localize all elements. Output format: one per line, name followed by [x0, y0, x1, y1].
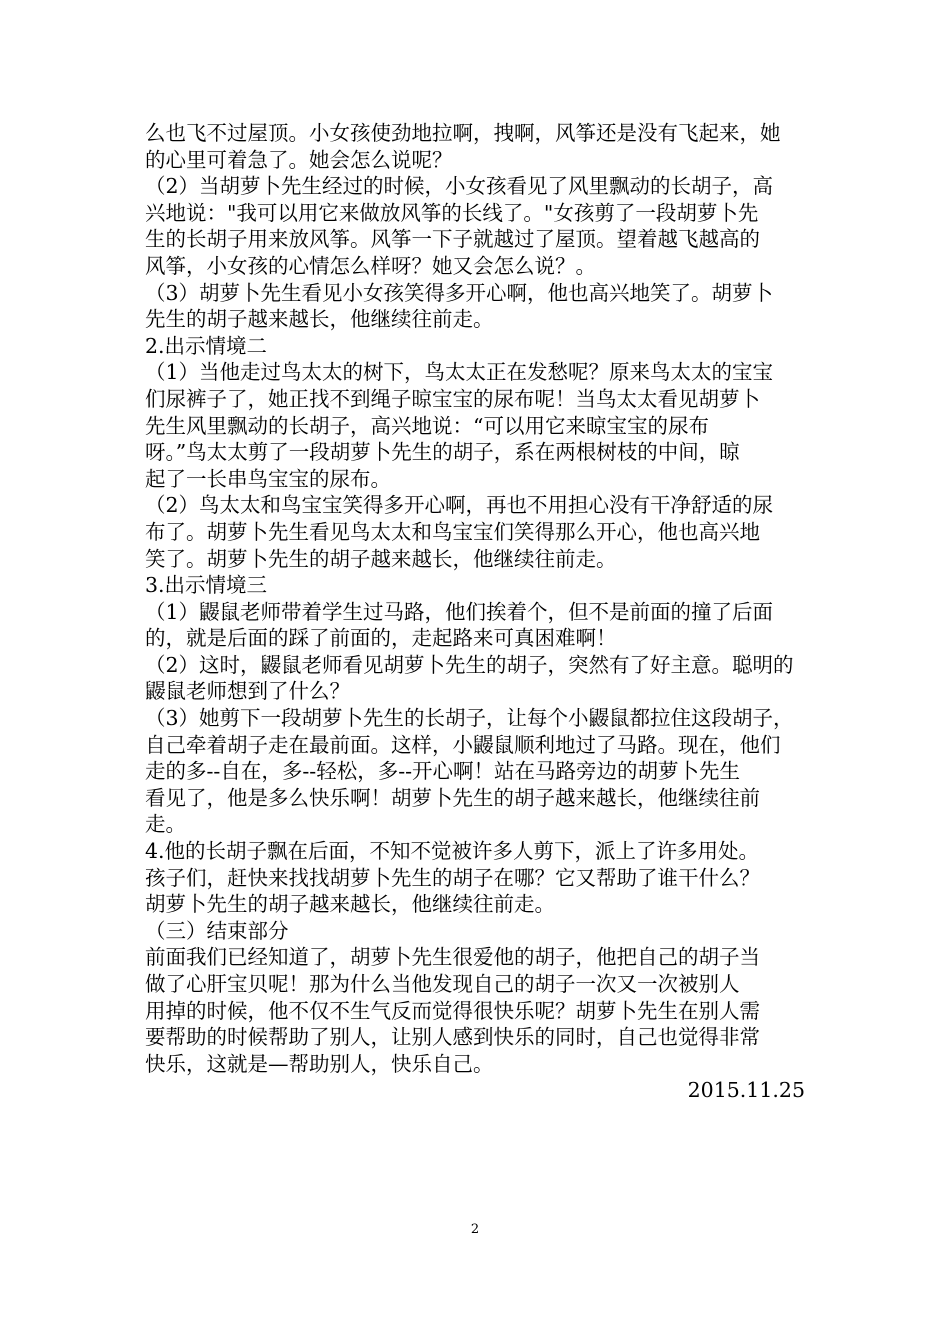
text-line: 自己牵着胡子走在最前面。这样，小鼹鼠顺利地过了马路。现在，他们 [145, 732, 781, 757]
text-line: 布了。胡萝卜先生看见鸟太太和鸟宝宝们笑得那么开心，他也高兴地 [145, 519, 760, 544]
text-line: 孩子们，赶快来找找胡萝卜先生的胡子在哪？它又帮助了谁干什么？ [145, 865, 760, 890]
text-line: 鼹鼠老师想到了什么？ [145, 679, 350, 704]
text-line: 兴地说："我可以用它来做放风筝的长线了。"女孩剪了一段胡萝卜先 [145, 200, 759, 225]
text-line: （2）当胡萝卜先生经过的时候，小女孩看见了风里飘动的长胡子，高 [145, 174, 774, 199]
text-line: 起了一长串鸟宝宝的尿布。 [145, 466, 391, 491]
text-line: 风筝，小女孩的心情怎么样呀？她又会怎么说？。 [145, 253, 596, 278]
document-body [145, 120, 805, 1104]
text-line: 的心里可着急了。她会怎么说呢？ [145, 147, 453, 172]
section-heading: 3.出示情境三 [145, 573, 268, 598]
text-line: （2）这时，鼹鼠老师看见胡萝卜先生的胡子，突然有了好主意。聪明的 [145, 652, 794, 677]
text-line: 么也飞不过屋顶。小女孩使劲地拉啊，拽啊，风筝还是没有飞起来，她 [145, 121, 781, 145]
text-line: 用掉的时候，他不仅不生气反而觉得很快乐呢？胡萝卜先生在别人需 [145, 998, 760, 1023]
document-date: 2015.11.25 [687, 1078, 805, 1103]
text-line: （1）鼹鼠老师带着学生过马路，他们挨着个，但不是前面的撞了后面 [145, 599, 774, 624]
text-line: 做了心肝宝贝呢！那为什么当他发现自己的胡子一次又一次被别人 [145, 972, 740, 996]
text-line: 前面我们已经知道了，胡萝卜先生很爱他的胡子，他把自己的胡子当 [145, 945, 760, 970]
text-line: 先生风里飘动的长胡子，高兴地说：“可以用它来晾宝宝的尿布 [145, 413, 709, 438]
text-line: 笑了。胡萝卜先生的胡子越来越长，他继续往前走。 [145, 546, 617, 571]
text-line: 胡萝卜先生的胡子越来越长，他继续往前走。 [145, 892, 555, 917]
text-line: 快乐，这就是—帮助别人，快乐自己。 [145, 1051, 494, 1076]
page-number: 2 [470, 1222, 480, 1237]
section-heading: 4.他的长胡子飘在后面，不知不觉被许多人剪下，派上了许多用处。 [145, 839, 760, 864]
text-line: 先生的胡子越来越长，他继续往前走。 [145, 307, 494, 332]
text-line: （2）鸟太太和鸟宝宝笑得多开心啊，再也不用担心没有干净舒适的尿 [145, 493, 774, 518]
text-line: 的，就是后面的踩了前面的，走起路来可真困难啊！ [145, 626, 617, 651]
text-line: 呀。”鸟太太剪了一段胡萝卜先生的胡子，系在两根树枝的中间，晾 [145, 440, 740, 465]
text-line: （1）当他走过鸟太太的树下，鸟太太正在发愁呢？原来鸟太太的宝宝 [145, 360, 774, 385]
text-line: 看见了，他是多么快乐啊！胡萝卜先生的胡子越来越长，他继续往前 [145, 785, 760, 810]
text-line: （3）她剪下一段胡萝卜先生的长胡子，让每个小鼹鼠都拉住这段胡子， [145, 706, 794, 731]
text-line: 走。 [145, 812, 186, 837]
section-heading: （三）结束部分 [145, 918, 289, 943]
text-line: 们尿裤子了，她正找不到绳子晾宝宝的尿布呢！当鸟太太看见胡萝卜 [145, 386, 760, 411]
text-line: 生的长胡子用来放风筝。风筝一下子就越过了屋顶。望着越飞越高的 [145, 227, 760, 252]
section-heading: 2.出示情境二 [145, 333, 268, 358]
text-line: 走的多--自在，多--轻松，多--开心啊！站在马路旁边的胡萝卜先生 [145, 759, 741, 784]
text-line: （3）胡萝卜先生看见小女孩笑得多开心啊，他也高兴地笑了。胡萝卜 [145, 280, 774, 305]
text-line: 要帮助的时候帮助了别人，让别人感到快乐的同时，自己也觉得非常 [145, 1025, 760, 1050]
